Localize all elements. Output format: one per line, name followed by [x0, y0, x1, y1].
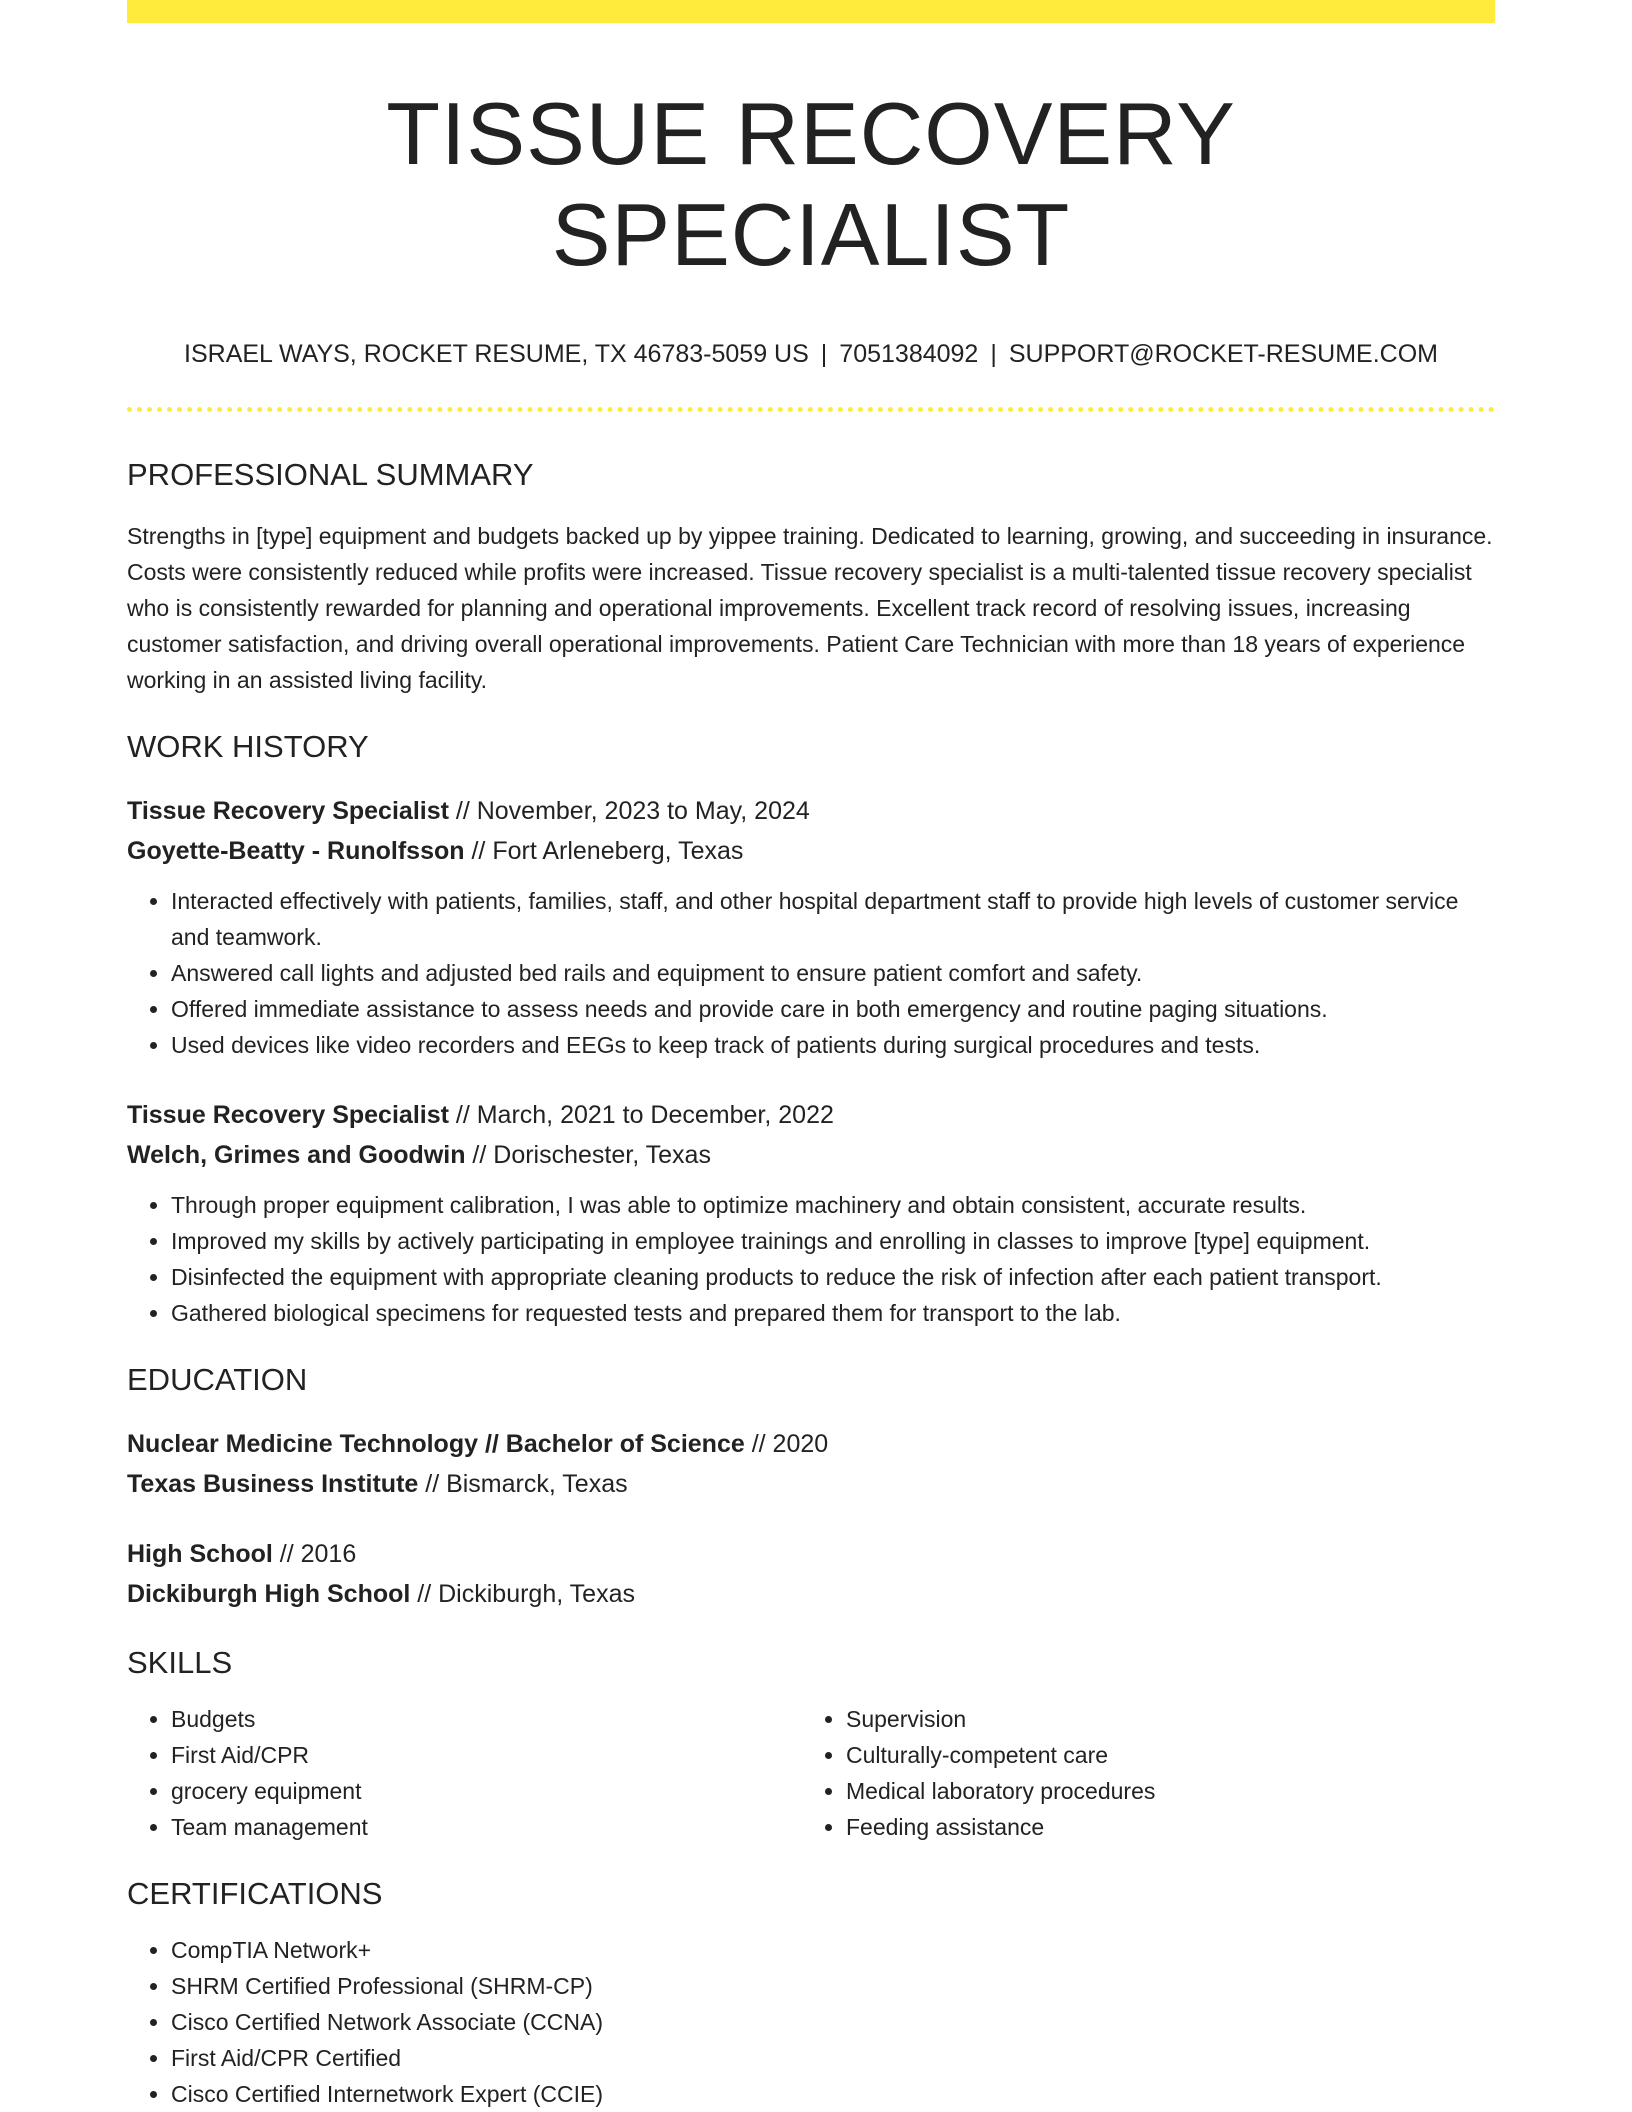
work-history-section	[127, 728, 1495, 1331]
skills-heading: SKILLS	[127, 1644, 233, 1680]
job-location: // Fort Arleneberg, Texas	[464, 836, 744, 865]
education-school-line	[127, 1574, 1495, 1614]
contact-phone: 7051384092	[839, 340, 979, 369]
skills-section	[127, 1644, 1495, 1845]
skill-item: • First Aid/CPR	[171, 1737, 802, 1773]
work-history-heading: WORK HISTORY	[127, 728, 369, 764]
job-title: Tissue Recovery Specialist	[127, 796, 449, 825]
job-bullet: • Offered immediate assistance to assess needs and provide care in both emergency and routine paging situations.	[171, 991, 1495, 1027]
job-bullet: • Gathered biological specimens for requested tests and prepared them for transport to the lab.	[171, 1295, 1495, 1331]
skills-column-right	[802, 1701, 1477, 1845]
education-school: Texas Business Institute	[127, 1469, 419, 1498]
education-school-line	[127, 1464, 1495, 1504]
skill-item: • Team management	[171, 1809, 802, 1845]
contact-email: SUPPORT@ROCKET-RESUME.COM	[1008, 340, 1438, 369]
education-degree: Nuclear Medicine Technology // Bachelor of Science	[127, 1429, 745, 1458]
job-dates: // March, 2021 to December, 2022	[448, 1100, 834, 1129]
certifications-list	[127, 1932, 1495, 2112]
job-bullet: • Used devices like video recorders and EEGs to keep track of patients during surgical procedures and tests.	[171, 1027, 1495, 1063]
education-degree: High School	[127, 1539, 273, 1568]
certification-item: • CompTIA Network+	[171, 1932, 1495, 1968]
skills-list	[802, 1701, 1477, 1845]
job-company-line	[127, 831, 1495, 871]
education-degree-line	[127, 1424, 1495, 1464]
education-year: // 2016	[272, 1539, 357, 1568]
job-title: Tissue Recovery Specialist	[127, 1100, 449, 1129]
education-location: // Dickiburgh, Texas	[410, 1579, 635, 1608]
skill-item: • Culturally-competent care	[846, 1737, 1477, 1773]
summary-heading: PROFESSIONAL SUMMARY	[127, 457, 534, 493]
job-location: // Dorischester, Texas	[465, 1140, 711, 1169]
dotted-divider	[127, 407, 1495, 412]
job-title-line	[127, 791, 1495, 831]
job-bullets	[127, 1187, 1495, 1331]
skill-item: • Budgets	[171, 1701, 802, 1737]
certifications-heading: CERTIFICATIONS	[127, 1876, 383, 1912]
certification-item: • Cisco Certified Network Associate (CCNA)	[171, 2004, 1495, 2040]
skill-item: • Supervision	[846, 1701, 1477, 1737]
education-entry	[127, 1534, 1495, 1614]
skills-list	[127, 1701, 802, 1845]
certification-item: • First Aid/CPR Certified	[171, 2040, 1495, 2076]
job-dates: // November, 2023 to May, 2024	[448, 796, 810, 825]
job-company: Welch, Grimes and Goodwin	[127, 1140, 466, 1169]
job-title-line	[127, 1095, 1495, 1135]
job-bullet: • Interacted effectively with patients, families, staff, and other hospital department staff to provide high levels of customer service and teamwork.	[171, 883, 1495, 955]
job-bullet: • Improved my skills by actively participating in employee trainings and enrolling in classes to improve [type] equipment.	[171, 1223, 1495, 1259]
certification-item: • SHRM Certified Professional (SHRM-CP)	[171, 1968, 1495, 2004]
job-bullets	[127, 883, 1495, 1063]
education-entry	[127, 1424, 1495, 1504]
skills-columns	[127, 1701, 1495, 1845]
page-title: TISSUE RECOVERY SPECIALIST	[386, 84, 1236, 285]
skills-column-left	[127, 1701, 802, 1845]
job-bullet: • Answered call lights and adjusted bed rails and equipment to ensure patient comfort and safety.	[171, 955, 1495, 991]
job-bullet: • Disinfected the equipment with appropriate cleaning products to reduce the risk of infection after each patient transport.	[171, 1259, 1495, 1295]
skill-item: • Medical laboratory procedures	[846, 1773, 1477, 1809]
education-section	[127, 1361, 1495, 1614]
job-entry	[127, 1095, 1495, 1331]
education-degree-line	[127, 1534, 1495, 1574]
contact-address: ISRAEL WAYS, ROCKET RESUME, TX 46783-5059 US	[184, 340, 809, 369]
contact-separator: |	[820, 340, 828, 369]
education-location: // Bismarck, Texas	[418, 1469, 628, 1498]
certifications-section	[127, 1875, 1495, 2112]
job-entry	[127, 791, 1495, 1063]
summary-text: Strengths in [type] equipment and budgets backed up by yippee training. Dedicated to learning, growing, and succeeding in insurance. Costs were consistently reduced while profits were increased. Tissue recovery specialist is a multi-talented tissue recovery specialist who is consistently rewarded for planning and operational improvements. Excellent track record of resolving issues, increasing customer satisfaction, and driving overall operational improvements. Patient Care Technician with more than 18 years of experience working in an assisted living facility.	[127, 522, 1493, 693]
education-year: // 2020	[744, 1429, 829, 1458]
skill-item: • Feeding assistance	[846, 1809, 1477, 1845]
top-accent-bar	[127, 0, 1495, 23]
certification-item: • Cisco Certified Internetwork Expert (CCIE)	[171, 2076, 1495, 2112]
job-company: Goyette-Beatty - Runolfsson	[127, 836, 465, 865]
job-company-line	[127, 1135, 1495, 1175]
job-bullet: • Through proper equipment calibration, I was able to optimize machinery and obtain consistent, accurate results.	[171, 1187, 1495, 1223]
education-school: Dickiburgh High School	[127, 1579, 411, 1608]
contact-line	[127, 339, 1495, 369]
skill-item: • grocery equipment	[171, 1773, 802, 1809]
contact-separator: |	[990, 340, 997, 369]
education-heading: EDUCATION	[127, 1361, 308, 1397]
resume-content	[127, 0, 1495, 2112]
